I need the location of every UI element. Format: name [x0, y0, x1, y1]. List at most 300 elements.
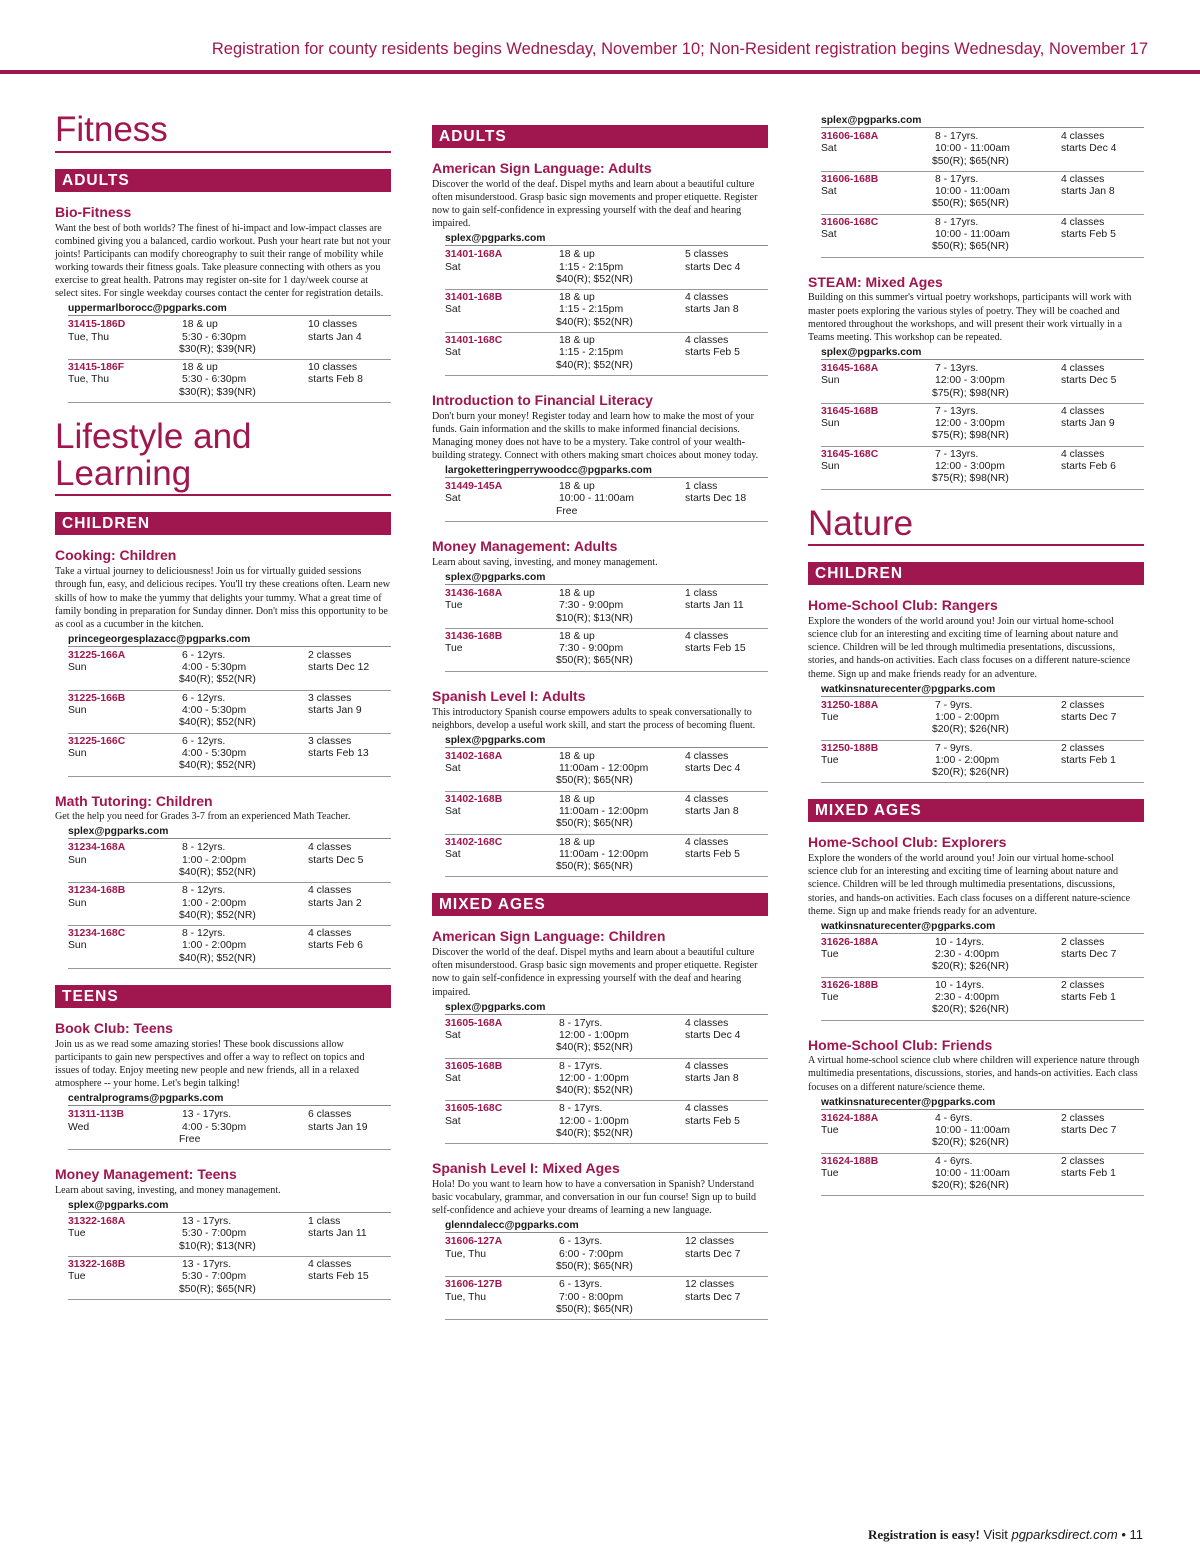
session-col-details [556, 630, 685, 668]
session-col-code [68, 736, 182, 773]
header-rule [0, 70, 1200, 74]
session-col-details [556, 335, 685, 372]
session-col-details [932, 1155, 1061, 1193]
session-fee: $20(R); $26(NR) [932, 961, 1009, 973]
session-col-code [68, 1109, 182, 1146]
contact-email-link[interactable]: uppermarlborocc@pgparks.com [68, 303, 391, 316]
activity-code: 31606-127A [445, 1236, 503, 1248]
session-col-code [821, 1156, 935, 1193]
session-start-date: starts Jan 11 [685, 600, 744, 612]
session-fee: $40(R); $52(NR) [556, 1042, 633, 1054]
session-start-date: starts Dec 7 [685, 1291, 741, 1303]
session-time: 5:30 - 7:00pm [182, 1271, 247, 1283]
session-col-schedule [308, 842, 391, 879]
session-start-date: starts Feb 5 [1061, 229, 1116, 241]
session-row [821, 1111, 1144, 1154]
course-title: Cooking: Children [55, 547, 177, 564]
session-class-count: 1 class [685, 481, 718, 493]
session-class-count: 6 classes [308, 1109, 352, 1121]
session-days: Sun [68, 662, 87, 674]
session-col-schedule [685, 751, 768, 788]
session-col-details [932, 405, 1061, 443]
contact-email-link[interactable]: watkinsnaturecenter@pgparks.com [821, 921, 1144, 934]
session-age: 8 - 17yrs. [559, 1060, 603, 1072]
session-start-date: starts Feb 1 [1061, 754, 1116, 766]
contact-email-link[interactable]: glenndalecc@pgparks.com [445, 1220, 768, 1233]
session-age: 6 - 13yrs. [559, 1236, 603, 1248]
session-class-count: 4 classes [685, 836, 729, 848]
session-days: Tue [445, 600, 463, 612]
contact-email-link[interactable]: princegeorgesplazacc@pgparks.com [68, 634, 391, 647]
course-title: Math Tutoring: Children [55, 792, 213, 809]
course-block [808, 274, 1144, 490]
session-col-code [68, 1259, 182, 1296]
session-class-count: 4 classes [685, 292, 729, 304]
session-fee: Free [556, 505, 578, 517]
session-col-code [821, 937, 935, 974]
session-col-schedule [685, 292, 768, 329]
activity-code: 31250-188A [821, 699, 879, 711]
session-start-date: starts Dec 5 [1061, 375, 1117, 387]
session-row [68, 648, 391, 691]
session-age: 18 & up [559, 630, 595, 642]
session-col-details [556, 750, 685, 788]
session-age: 10 - 14yrs. [935, 936, 985, 948]
session-col-code [445, 481, 559, 518]
session-row [821, 447, 1144, 490]
session-col-code [445, 292, 559, 329]
session-time: 10:00 - 11:00am [935, 143, 1010, 155]
session-start-date: starts Dec 4 [1061, 143, 1117, 155]
session-start-date: starts Feb 5 [685, 848, 740, 860]
course-description: Join us as we read some amazing stories! These book discussions allow participants to gain new perspectives and offer a way to reflect on topics and issues of today. Enjoy meeting new people and new friends, all in a relaxed atmosphere -- your home. Let's begin talking! [55, 1038, 365, 1090]
session-col-details [179, 1109, 308, 1146]
session-start-date: starts Dec 4 [685, 261, 741, 273]
session-age: 8 - 12yrs. [182, 842, 226, 854]
session-days: Tue, Thu [445, 1248, 487, 1260]
category-bar: CHILDREN [808, 562, 1144, 585]
session-time: 10:00 - 11:00am [559, 493, 634, 505]
session-col-details [179, 885, 308, 922]
session-row [445, 333, 768, 376]
column-3 [808, 112, 1144, 1212]
session-start-date: starts Dec 7 [685, 1248, 741, 1260]
session-col-code [821, 131, 935, 168]
session-col-schedule [685, 588, 768, 625]
session-age: 18 & up [559, 249, 595, 261]
course-title: Home-School Club: Rangers [808, 597, 998, 614]
session-days: Tue [821, 1125, 839, 1136]
session-days: Tue, Thu [445, 1291, 487, 1303]
session-col-schedule [308, 693, 391, 730]
session-days: Sat [445, 261, 461, 273]
session-row [68, 1257, 391, 1300]
course-block [808, 597, 1144, 783]
session-col-schedule [685, 1236, 768, 1273]
session-time: 12:00 - 3:00pm [935, 460, 1005, 472]
course-block [808, 1037, 1144, 1197]
session-days: Sun [68, 747, 87, 759]
session-class-count: 1 class [685, 587, 718, 599]
section-title: Lifestyle and Learning [55, 419, 391, 497]
session-col-details [556, 1017, 685, 1055]
session-col-schedule [685, 631, 768, 668]
session-start-date: starts Dec 5 [308, 854, 364, 866]
session-col-details [932, 742, 1061, 780]
session-days: Sat [445, 347, 461, 359]
session-days: Sun [821, 418, 840, 430]
session-col-schedule [1061, 363, 1144, 400]
session-days: Sat [821, 186, 837, 198]
session-col-code [445, 1061, 559, 1098]
session-fee: $20(R); $26(NR) [932, 1137, 1009, 1149]
session-start-date: starts Dec 12 [308, 662, 370, 674]
session-days: Tue, Thu [68, 331, 110, 343]
contact-email-link[interactable]: watkinsnaturecenter@pgparks.com [821, 1097, 1144, 1110]
session-col-schedule [685, 481, 768, 518]
session-col-schedule [308, 650, 391, 687]
course-description: Explore the wonders of the world around you! Join our virtual home-school science club for an interesting and exciting time of learning about nature and science. Children will be led through multimedia presentations, discussions, stories, and hands-on activities. Each class focuses on a different nature-science theme. Sign up and make friends ready for an adventure. [808, 853, 1131, 917]
activity-code: 31645-168B [821, 405, 879, 417]
course-title: Home-School Club: Explorers [808, 834, 1007, 851]
contact-email-link[interactable]: splex@pgparks.com [821, 347, 1144, 360]
session-col-schedule [308, 928, 391, 965]
activity-code: 31402-168A [445, 750, 503, 762]
session-time: 2:30 - 4:00pm [935, 991, 1000, 1003]
session-days: Tue, Thu [68, 374, 110, 386]
course-block [432, 392, 768, 522]
session-fee: $40(R); $52(NR) [179, 717, 256, 729]
session-fee: $40(R); $52(NR) [179, 867, 256, 878]
activity-code: 31626-188A [821, 936, 879, 948]
session-col-schedule [685, 249, 768, 286]
session-fee: $40(R); $52(NR) [556, 273, 633, 285]
course-block [55, 204, 391, 403]
category-bar: ADULTS [55, 169, 391, 192]
session-start-date: starts Jan 2 [308, 897, 362, 909]
session-row [445, 1016, 768, 1059]
session-age: 18 & up [559, 481, 595, 493]
course-description: Learn about saving, investing, and money management. [55, 1185, 281, 1196]
session-col-code [445, 588, 559, 625]
session-time: 5:30 - 6:30pm [182, 374, 247, 386]
session-time: 7:30 - 9:00pm [559, 600, 624, 612]
session-col-code [68, 319, 182, 356]
session-age: 18 & up [559, 750, 595, 762]
contact-email-link[interactable]: splex@pgparks.com [445, 572, 768, 585]
session-days: Sun [821, 375, 840, 387]
session-days: Wed [68, 1121, 90, 1133]
session-start-date: starts Jan 8 [685, 805, 739, 817]
session-col-details [556, 1060, 685, 1098]
course-title: Book Club: Teens [55, 1020, 173, 1037]
course-block [55, 547, 391, 776]
registration-dates-banner: Registration for county residents begins Wednesday, November 10; Non-Resident registration begins Wednesday, November 17 [211, 40, 1148, 58]
session-days: Tue [821, 754, 839, 766]
session-col-schedule [1061, 131, 1144, 168]
session-time: 11:00am - 12:00pm [559, 805, 649, 817]
session-col-code [445, 631, 559, 668]
activity-code: 31605-168B [445, 1060, 503, 1072]
session-col-code [821, 1113, 935, 1150]
session-col-schedule [1061, 174, 1144, 211]
activity-code: 31605-168A [445, 1017, 503, 1029]
activity-code: 31250-188B [821, 742, 879, 754]
session-col-schedule [1061, 406, 1144, 443]
session-col-code [821, 406, 935, 443]
activity-code: 31645-168A [821, 362, 879, 374]
session-row [68, 691, 391, 734]
session-time: 12:00 - 3:00pm [935, 375, 1005, 387]
session-col-details [556, 793, 685, 831]
activity-code: 31626-188B [821, 979, 879, 991]
session-class-count: 2 classes [1061, 699, 1105, 711]
session-days: Sun [68, 705, 87, 717]
session-time: 10:00 - 11:00am [935, 186, 1010, 198]
section-title: Fitness [55, 112, 391, 153]
contact-email-link[interactable]: splex@pgparks.com [445, 1002, 768, 1015]
session-row [68, 734, 391, 777]
session-time: 12:00 - 3:00pm [935, 418, 1005, 430]
session-row [821, 1154, 1144, 1197]
activity-code: 31234-168C [68, 928, 126, 940]
session-start-date: starts Jan 11 [308, 1228, 367, 1240]
session-days: Sat [821, 143, 837, 155]
session-fee: $50(R); $65(NR) [556, 861, 633, 873]
footer-bullet: • [1121, 1527, 1126, 1542]
session-row [821, 129, 1144, 172]
session-fee: $20(R); $26(NR) [932, 1004, 1009, 1016]
activity-code: 31401-168B [445, 292, 503, 304]
activity-code: 31225-166A [68, 649, 126, 661]
session-class-count: 5 classes [685, 249, 729, 261]
session-col-schedule [1061, 1113, 1144, 1150]
contact-email-link[interactable]: splex@pgparks.com [68, 1200, 391, 1213]
session-row [821, 404, 1144, 447]
contact-email-link[interactable]: splex@pgparks.com [68, 826, 391, 839]
contact-email-link[interactable]: splex@pgparks.com [445, 735, 768, 748]
session-age: 8 - 17yrs. [935, 216, 979, 228]
session-col-details [179, 1216, 308, 1253]
session-row [445, 629, 768, 672]
session-col-code [68, 842, 182, 879]
session-class-count: 4 classes [308, 1259, 352, 1270]
activity-code: 31401-168C [445, 335, 503, 347]
session-class-count: 4 classes [685, 793, 729, 805]
session-days: Tue [821, 949, 839, 961]
session-time: 1:00 - 2:00pm [182, 897, 247, 909]
session-col-code [445, 1018, 559, 1055]
contact-email-link[interactable]: splex@pgparks.com [445, 233, 768, 246]
course-title: Introduction to Financial Literacy [432, 391, 653, 408]
session-age: 4 - 6yrs. [935, 1155, 973, 1167]
session-fee: $50(R); $65(NR) [932, 155, 1009, 167]
session-col-schedule [308, 885, 391, 922]
session-col-code [445, 1103, 559, 1140]
session-start-date: starts Jan 8 [1061, 186, 1115, 198]
session-class-count: 4 classes [308, 842, 352, 854]
session-fee: $40(R); $52(NR) [556, 359, 633, 371]
contact-email-link[interactable]: watkinsnaturecenter@pgparks.com [821, 684, 1144, 697]
session-col-details [932, 131, 1061, 168]
category-bar: CHILDREN [55, 512, 391, 535]
session-time: 5:30 - 7:00pm [182, 1228, 247, 1240]
session-col-details [556, 1103, 685, 1140]
course-title: Money Management: Adults [432, 538, 618, 555]
section-title: Nature [808, 506, 1144, 547]
session-class-count: 4 classes [1061, 131, 1105, 142]
session-col-code [821, 980, 935, 1017]
category-bar: MIXED AGES [808, 799, 1144, 822]
course-description: This introductory Spanish course empowers adults to speak conversationally to neighbors, develop a useful work skill, and start the process of becoming fluent. [432, 706, 756, 731]
session-time: 12:00 - 1:00pm [559, 1115, 629, 1127]
session-class-count: 3 classes [308, 692, 352, 704]
session-col-details [932, 173, 1061, 211]
session-class-count: 4 classes [1061, 173, 1105, 185]
session-age: 18 & up [182, 362, 218, 374]
session-days: Tue [68, 1228, 86, 1240]
session-col-details [932, 448, 1061, 486]
course-title: Spanish Level I: Mixed Ages [432, 1160, 620, 1177]
session-col-code [445, 794, 559, 831]
course-description: Discover the world of the deaf. Dispel myths and learn about a beautiful culture often misunderstood. Grasp basic sign movements and proper etiquette. Register now to gain self-confidence in expressing yourself with the deaf and hearing impaired. [432, 947, 758, 998]
session-age: 13 - 17yrs. [182, 1259, 232, 1270]
course-title: Spanish Level I: Adults [432, 687, 586, 704]
session-fee: $50(R); $65(NR) [932, 198, 1009, 210]
session-age: 4 - 6yrs. [935, 1112, 973, 1124]
session-age: 18 & up [559, 335, 595, 347]
course-block [432, 1160, 768, 1320]
course-title: American Sign Language: Children [432, 928, 666, 945]
session-class-count: 2 classes [1061, 1155, 1105, 1167]
session-col-code [821, 700, 935, 737]
session-time: 4:00 - 5:30pm [182, 662, 247, 674]
contact-email-link[interactable]: centralprograms@pgparks.com [68, 1093, 391, 1106]
session-class-count: 2 classes [1061, 1112, 1105, 1124]
session-class-count: 4 classes [685, 335, 729, 347]
session-col-code [821, 449, 935, 486]
session-time: 1:15 - 2:15pm [559, 347, 624, 359]
session-age: 7 - 13yrs. [935, 362, 979, 374]
session-days: Sun [68, 897, 87, 909]
activity-code: 31605-168C [445, 1103, 503, 1115]
session-col-schedule [685, 837, 768, 874]
activity-code: 31225-166B [68, 692, 126, 704]
session-time: 6:00 - 7:00pm [559, 1248, 624, 1260]
session-col-details [932, 362, 1061, 400]
session-col-details [179, 735, 308, 773]
session-col-code [68, 362, 182, 399]
session-col-code [821, 174, 935, 211]
session-row [821, 698, 1144, 741]
session-days: Tue [821, 1167, 839, 1179]
session-fee: $40(R); $52(NR) [556, 316, 633, 328]
category-bar: MIXED AGES [432, 893, 768, 916]
session-class-count: 4 classes [685, 1060, 729, 1072]
session-fee: $50(R); $65(NR) [556, 1303, 633, 1315]
session-start-date: starts Feb 15 [308, 1271, 369, 1283]
session-fee: $30(R); $39(NR) [179, 343, 256, 355]
session-col-schedule [685, 1061, 768, 1098]
session-class-count: 10 classes [308, 362, 358, 374]
column-2 [432, 125, 768, 1336]
session-col-details [556, 1279, 685, 1316]
session-row [445, 1059, 768, 1102]
session-fee: $40(R); $52(NR) [179, 952, 256, 964]
footer-url-link[interactable]: pgparksdirect.com [1011, 1527, 1118, 1542]
activity-code: 31606-127B [445, 1279, 503, 1291]
session-time: 5:30 - 6:30pm [182, 331, 247, 343]
session-col-schedule [685, 1279, 768, 1316]
activity-code: 31624-188B [821, 1155, 879, 1167]
session-col-code [445, 249, 559, 286]
session-start-date: starts Dec 18 [685, 493, 747, 505]
session-col-details [556, 292, 685, 329]
activity-code: 31225-166C [68, 735, 126, 747]
session-days: Tue [821, 711, 839, 723]
session-row [68, 926, 391, 969]
course-description: Get the help you need for Grades 3-7 from an experienced Math Teacher. [55, 811, 351, 823]
activity-code: 31234-168A [68, 842, 126, 854]
session-row [68, 883, 391, 926]
session-start-date: starts Feb 15 [685, 643, 746, 655]
session-col-schedule [685, 335, 768, 372]
session-age: 6 - 13yrs. [559, 1279, 603, 1291]
session-row [445, 1101, 768, 1144]
session-time: 4:00 - 5:30pm [182, 1121, 247, 1133]
course-block [432, 928, 768, 1144]
session-fee: $40(R); $52(NR) [556, 1128, 633, 1140]
session-days: Sun [68, 854, 87, 866]
session-age: 7 - 9yrs. [935, 699, 973, 711]
session-col-code [821, 363, 935, 400]
session-age: 18 & up [559, 793, 595, 805]
course-block [55, 793, 391, 970]
session-start-date: starts Feb 13 [308, 747, 369, 759]
session-row [445, 749, 768, 792]
session-start-date: starts Feb 5 [685, 1115, 740, 1127]
session-row [68, 840, 391, 883]
course-block [432, 688, 768, 878]
session-days: Sat [445, 805, 461, 817]
session-start-date: starts Dec 7 [1061, 1125, 1117, 1136]
session-age: 6 - 12yrs. [182, 735, 226, 747]
session-col-code [445, 1236, 559, 1273]
session-col-code [68, 693, 182, 730]
session-col-details [179, 319, 308, 356]
session-class-count: 3 classes [308, 735, 352, 747]
session-col-schedule [1061, 937, 1144, 974]
activity-code: 31606-168A [821, 131, 879, 142]
contact-email-link[interactable]: splex@pgparks.com [821, 115, 1144, 128]
session-col-code [445, 1279, 559, 1316]
session-col-details [932, 936, 1061, 974]
session-start-date: starts Dec 7 [1061, 949, 1117, 961]
session-col-details [179, 842, 308, 879]
session-time: 7:30 - 9:00pm [559, 643, 624, 655]
activity-code: 31645-168C [821, 448, 879, 460]
session-age: 8 - 12yrs. [182, 928, 226, 940]
session-age: 18 & up [559, 836, 595, 848]
session-days: Tue [821, 991, 839, 1003]
footer-visit: Visit [983, 1527, 1008, 1542]
session-col-details [179, 362, 308, 399]
contact-email-link[interactable]: largoketteringperrywoodcc@pgparks.com [445, 465, 768, 478]
session-age: 6 - 12yrs. [182, 692, 226, 704]
session-class-count: 4 classes [1061, 405, 1105, 417]
course-description: Explore the wonders of the world around you! Join our virtual home-school science club for an interesting and exciting time of learning about nature and science. Children will be led through multimedia presentations, discussions, stories, and hands-on activities. Each class focuses on a different nature-science theme. Sign up and make friends ready for an adventure. [808, 616, 1131, 680]
session-start-date: starts Jan 19 [308, 1121, 368, 1133]
